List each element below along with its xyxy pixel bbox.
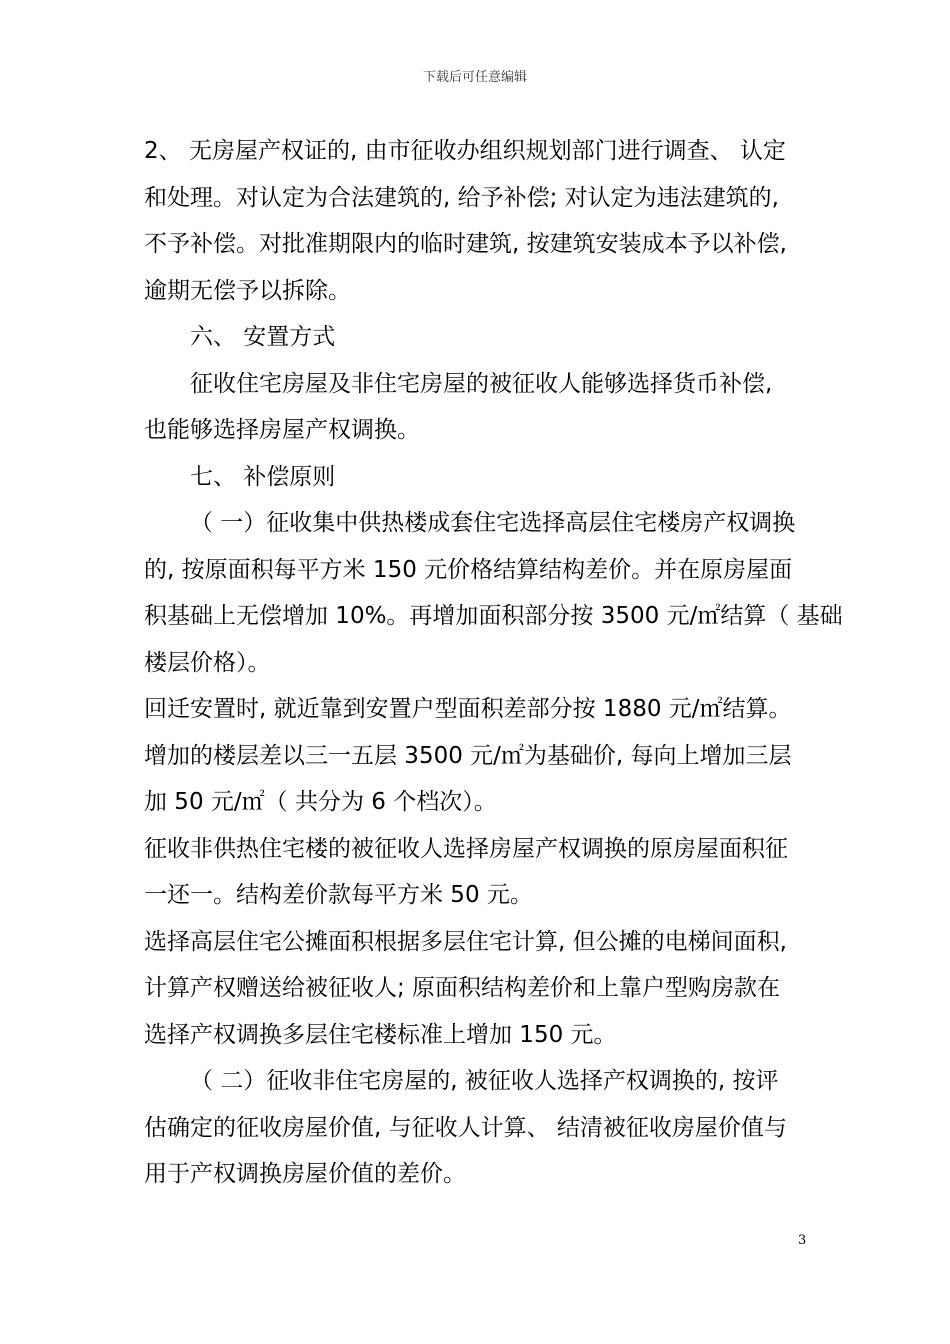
text-line: 加 50 元/㎡（ 共分为 6 个档次）。 xyxy=(144,789,497,815)
text-line: 楼层价格）。 xyxy=(144,649,271,676)
section-heading: 六、 安置方式 xyxy=(190,324,336,350)
text-line: 回迁安置时, 就近靠到安置户型面积差部分按 1880 元/㎡结算。 xyxy=(144,696,792,722)
text-line: 也能够选择房屋产权调换。 xyxy=(144,417,420,443)
page-number: 3 xyxy=(798,1233,807,1248)
text-line: 和处理。对认定为合法建筑的, 给予补偿; 对认定为违法建筑的, xyxy=(144,184,779,211)
document-body xyxy=(144,128,843,1198)
text-line: 计算产权赠送给被征收人; 原面积结构差价和上靠户型购房款在 xyxy=(144,975,781,1001)
text-line: 征收住宅房屋及非住宅房屋的被征收人能够选择货币补偿, xyxy=(190,370,773,397)
text-line: 的, 按原面积每平方米 150 元价格结算结构差价。并在原房屋面 xyxy=(144,556,793,583)
text-line: （ 一）征收集中供热楼成套住宅选择高层住宅楼房产权调换 xyxy=(190,510,796,536)
text-line: 积基础上无偿增加 10%。再增加面积部分按 3500 元/㎡结算（ 基础 xyxy=(144,603,843,629)
text-line: 估确定的征收房屋价值, 与征收人计算、 结清被征收房屋价值与 xyxy=(144,1114,787,1141)
page-header: 下载后可任意编辑 xyxy=(422,70,527,85)
text-line: 2、 无房屋产权证的, 由市征收办组织规划部门进行调查、 认定 xyxy=(144,138,786,164)
text-line: 征收非供热住宅楼的被征收人选择房屋产权调换的原房屋面积征 xyxy=(144,835,788,862)
text-line: 不予补偿。对批准期限内的临时建筑, 按建筑安装成本予以补偿, xyxy=(144,231,787,257)
text-line: 逾期无偿予以拆除。 xyxy=(144,277,351,304)
text-line: 选择产权调换多层住宅楼标准上增加 150 元。 xyxy=(144,1021,617,1048)
text-line: （ 二）征收非住宅房屋的, 被征收人选择产权调换的, 按评 xyxy=(190,1068,779,1094)
text-line: 选择高层住宅公摊面积根据多层住宅计算, 但公摊的电梯间面积, xyxy=(144,928,787,955)
text-line: 一还一。结构差价款每平方米 50 元。 xyxy=(144,882,533,908)
text-line: 用于产权调换房屋价值的差价。 xyxy=(144,1161,466,1187)
section-heading: 七、 补偿原则 xyxy=(190,463,336,490)
text-line: 增加的楼层差以三一五层 3500 元/㎡为基础价, 每向上增加三层 xyxy=(144,742,792,769)
